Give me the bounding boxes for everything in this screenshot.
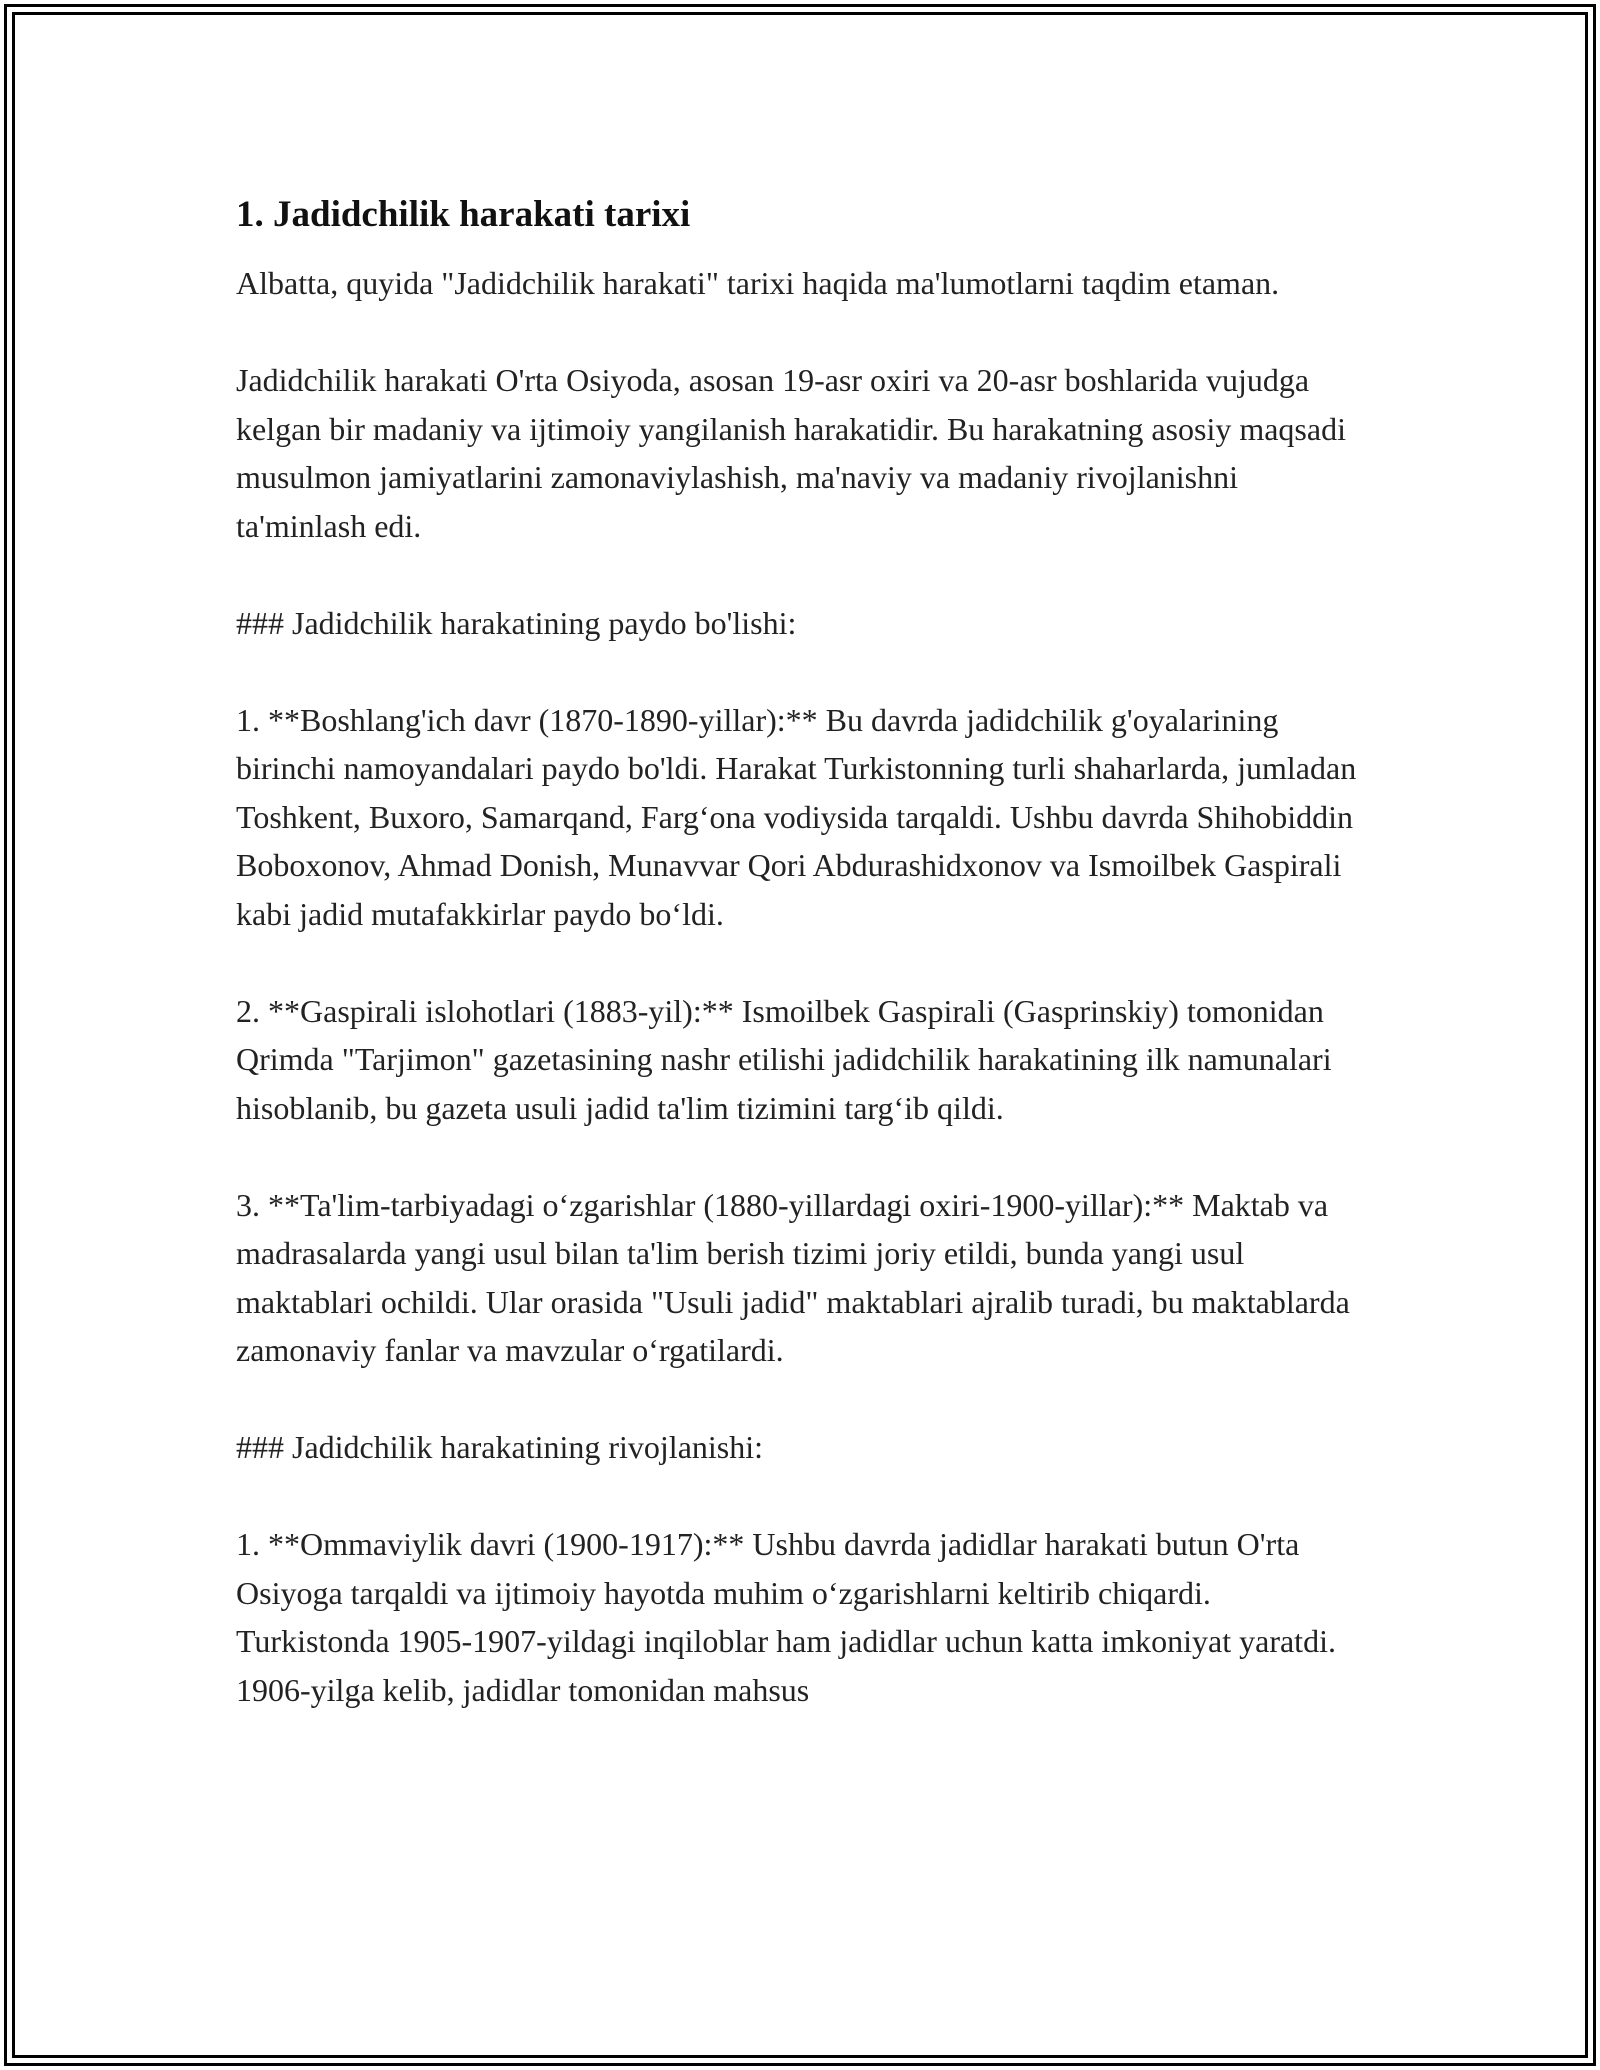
document-title: 1. Jadidchilik harakati tarixi (236, 194, 691, 235)
paragraph-spacer (236, 1472, 1366, 1521)
section-heading-development: ### Jadidchilik harakatining rivojlanishi: (236, 1429, 764, 1465)
paragraph-spacer (236, 550, 1366, 599)
document-page (236, 185, 1366, 1714)
paragraph-spacer (236, 938, 1366, 987)
paragraph-spacer (236, 647, 1366, 696)
list-item-mass-period: 1. **Ommaviylik davri (1900-1917):** Ushbu davrda jadidlar harakati butun O'rta Osiyoga tarqaldi va ijtimoiy hayotda muhim o‘zgarishlarni keltirib chiqardi. Turkistonda 1905-1907-yildagi inqiloblar ham jadidlar uchun katta imkoniyat yaratdi. 1906-yilga kelib, jadidlar tomonidan mahsus (236, 1526, 1336, 1708)
list-item-initial-period: 1. **Boshlang'ich davr (1870-1890-yillar):** Bu davrda jadidchilik g'oyalarining birinchi namoyandalari paydo bo'ldi. Harakat Turkistonning turli shaharlarda, jumladan Toshkent, Buxoro, Samarqand, Farg‘ona vodiysida tarqaldi. Ushbu davrda Shihobiddin Boboxonov, Ahmad Donish, Munavvar Qori Abdurashidxonov va Ismoilbek Gaspirali kabi jadid mutafakkirlar paydo bo‘ldi. (236, 701, 1357, 932)
section-heading-origin: ### Jadidchilik harakatining paydo bo'lishi: (236, 604, 797, 641)
paragraph-spacer (236, 1132, 1366, 1181)
paragraph-spacer (236, 308, 1366, 357)
paragraph-intro: Albatta, quyida "Jadidchilik harakati" tarixi haqida ma'lumotlarni taqdim etaman. (236, 265, 1280, 301)
paragraph-spacer (236, 1375, 1366, 1424)
list-item-gaspirali-reforms: 2. **Gaspirali islohotlari (1883-yil):** Ismoilbek Gaspirali (Gasprinskiy) tomonidan Qrimda "Tarjimon" gazetasining nashr etilishi jadidchilik harakatining ilk namunalari hisoblanib, bu gazeta usuli jadid ta'lim tizimini targ‘ib qildi. (236, 992, 1332, 1126)
paragraph-overview: Jadidchilik harakati O'rta Osiyoda, asosan 19-asr oxiri va 20-asr boshlarida vujudga kelgan bir madaniy va ijtimoiy yangilanish harakatidir. Bu harakatning asosiy maqsadi musulmon jamiyatlarini zamonaviylashish, ma'naviy va madaniy rivojlanishni ta'minlash edi. (236, 362, 1346, 544)
list-item-education-changes: 3. **Ta'lim-tarbiyadagi o‘zgarishlar (1880-yillardagi oxiri-1900-yillar):** Maktab va madrasalarda yangi usul bilan ta'lim berish tizimi joriy etildi, bunda yangi usul maktablari ochildi. Ular orasida "Usuli jadid" maktablari ajralib turadi, bu maktablarda zamonaviy fanlar va mavzular o‘rgatilardi. (236, 1186, 1350, 1368)
